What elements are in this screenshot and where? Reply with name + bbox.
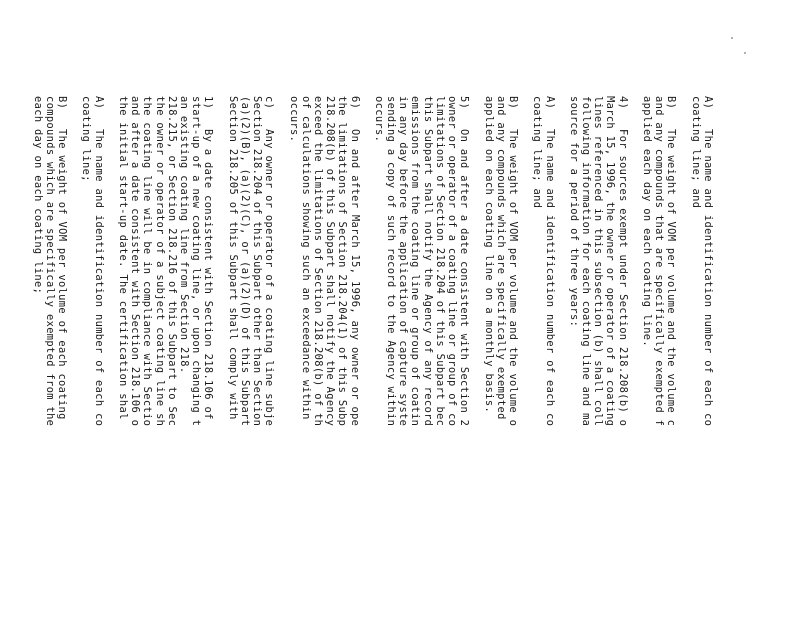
text-line <box>68 96 80 618</box>
text-line: Section 218.205 of this Subpart shall comply with <box>226 96 239 420</box>
text-line <box>470 96 482 618</box>
text-line: compounds which are specifically exempted from the <box>43 96 56 427</box>
text-line: 218.208(b) of this Subpart shall notify the Agency <box>324 96 337 427</box>
text-line: limitations of Section 218.204 of this Subpart bec <box>433 96 446 427</box>
text-line: source for a period of three years: <box>567 96 580 328</box>
text-line: the coating line will be in compliance with Sectio <box>141 96 154 427</box>
text-line: 6) On and after March 15, 1996, any owner or ope <box>348 96 361 427</box>
scan-speck <box>744 52 746 54</box>
document-body <box>32 96 715 618</box>
text-line: coating line; and <box>689 96 702 209</box>
text-line: B) The weight of VOM per volume and the volume c <box>665 96 678 427</box>
text-line: the initial start-up date. The certification shal <box>117 96 129 420</box>
text-line: A) The name and identification number of each co <box>543 96 556 427</box>
text-line: owner or operator of a coating line or group of co <box>446 96 459 427</box>
text-line <box>629 96 641 618</box>
text-line: exceed the limitations of Section 218.208(b) of th <box>312 96 324 427</box>
text-line: coating line; and <box>531 96 544 209</box>
text-line: lines referenced in this subsection (b) shall coll <box>592 96 605 427</box>
text-line: occurs. <box>372 96 385 143</box>
text-line: 5) On and after a date consistent with Section 2 <box>458 96 471 427</box>
text-line <box>556 96 568 618</box>
text-line: emissions from the coating line or group of coatin <box>409 96 422 427</box>
text-line: and after a date consistent with Section 218.106 o <box>129 96 142 427</box>
text-line <box>105 96 117 618</box>
text-line: 4) For sources exempt under Section 218.208(b) o <box>616 96 629 427</box>
text-line: 218.215, or Section 218.216 of this Subpart to Sec <box>165 96 178 427</box>
text-line: applied each day on each coating line. <box>641 96 654 348</box>
text-line: (a)(2)(B), (a)(2)(C), or (a)(2)(D) of this Subpart <box>238 96 251 427</box>
text-line: the limitations of Section 218.204(1) of this Subp <box>336 96 349 427</box>
text-line: occurs. <box>287 96 300 143</box>
text-line: A) The name and identification number of each co <box>702 96 714 427</box>
text-line: of calculations showing such an exceedance within <box>299 96 312 420</box>
text-line: A) The name and identification number of each co <box>92 96 105 427</box>
text-line <box>214 96 226 618</box>
text-line: coating line; <box>80 96 93 182</box>
text-line: sending a copy of such record to the Agency within <box>385 96 398 427</box>
text-line <box>677 96 689 618</box>
text-line: B) The weight of VOM per volume and the volume o <box>507 96 519 427</box>
text-line: in any day before the application of capture syste <box>397 96 410 427</box>
text-line: and any compounds that are specifically exempted f <box>653 96 666 427</box>
text-line <box>519 96 531 618</box>
text-line: applied on each coating line on a monthly basis. <box>482 96 495 414</box>
text-line <box>361 96 373 618</box>
text-line: this Subpart shall notify the Agency of any record <box>421 96 434 427</box>
scan-speck <box>731 37 733 39</box>
text-line: and any compounds which are specifically exempted <box>494 96 507 420</box>
text-line: 1) By a date consistent with Section 218.106 of <box>202 96 215 420</box>
text-line: start-up of a new coating line, or upon changing t <box>190 96 203 427</box>
text-line: the owner or operator of a subject coating line sh <box>153 96 166 427</box>
text-line: following information for each coating line and ma <box>580 96 593 427</box>
text-line: each day on each coating line; <box>31 96 44 295</box>
text-line: B) The weight of VOM per volume of each coating <box>56 96 69 420</box>
text-line: March 15, 1996, the owner or operator of a coating <box>604 96 617 427</box>
text-line: c) Any owner or operator of a coating line subje <box>263 96 276 427</box>
text-line: Section 218.204 of this Subpart other than Section <box>251 96 264 427</box>
text-line <box>275 96 287 618</box>
text-line: an existing coating line from Section 218. <box>177 96 190 374</box>
